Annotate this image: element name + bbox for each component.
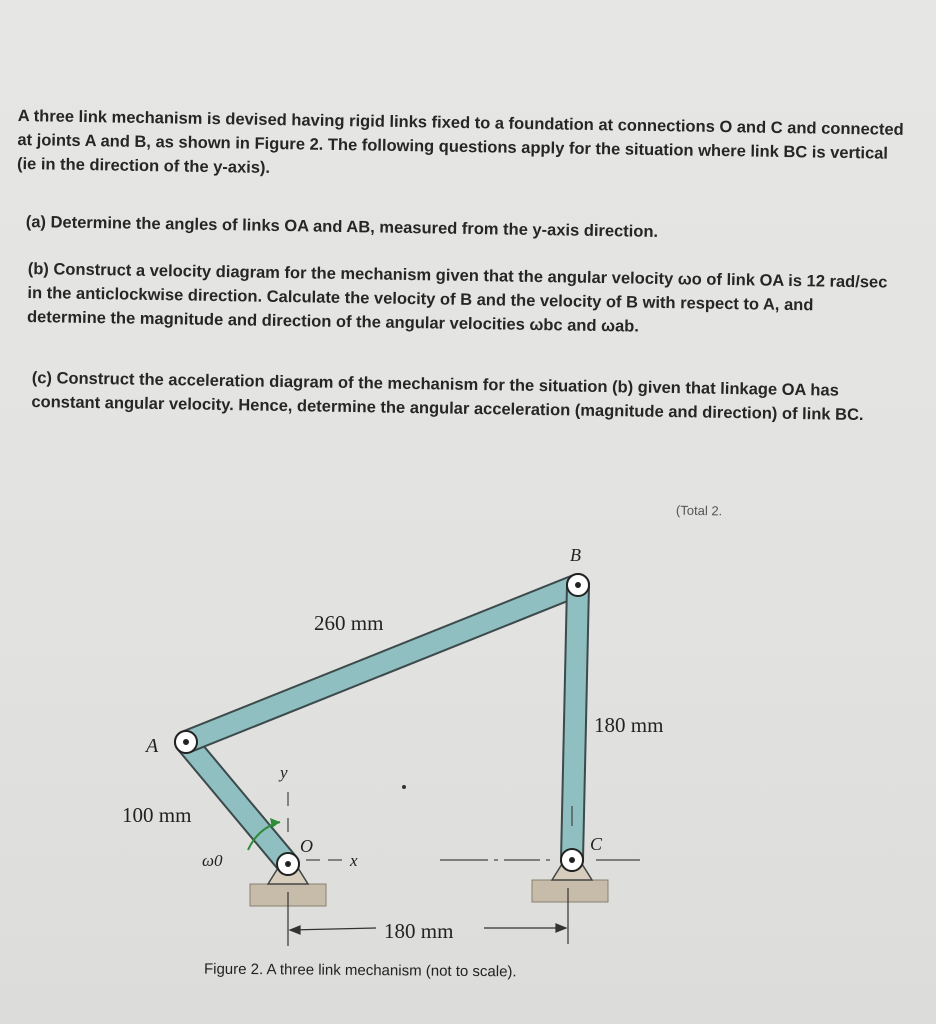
label-x-axis: x [350, 851, 358, 870]
label-A: A [146, 735, 159, 757]
dim-OA-label: 100 mm [122, 803, 192, 827]
label-B: B [570, 545, 581, 565]
link-OA [186, 742, 288, 864]
label-C: C [590, 834, 603, 854]
question-part-a: (a) Determine the angles of links OA and AB, measured from the y-axis direction. [25, 212, 659, 241]
dim-OC-label: 180 mm [384, 919, 454, 943]
dim-AB-label: 260 mm [314, 611, 384, 635]
ground-supports [250, 848, 608, 906]
label-y-axis: y [280, 763, 288, 782]
link-BC [572, 585, 578, 860]
marks-tag: (Total 2. [675, 502, 723, 519]
dim-BC-label: 180 mm [594, 713, 664, 737]
label-omega: ω0 [202, 851, 223, 870]
problem-intro: A three link mechanism is devised having rigid links fixed to a foundation at connections O and C and connected at joints A and B, as shown in Figure 2. The following questions apply for the situation where link BC is vertical (ie in the direction of the y-axis). [16, 106, 904, 177]
link-AB [186, 585, 578, 742]
axes [288, 792, 640, 860]
question-part-b: (b) Construct a velocity diagram for the mechanism given that the angular velocity ωo of link OA is 12 rad/sec in the anticlockwise direction. Calculate the velocity of B and the velocity of B with respect to A, and determine the magnitude and direction of the angular velocities ωbc and ωab. [26, 259, 888, 336]
label-O: O [300, 836, 313, 856]
question-part-c: (c) Construct the acceleration diagram of the mechanism for the situation (b) given that linkage OA has constant angular velocity. Hence, determine the angular acceleration (magnitude and direction) of link BC. [31, 368, 864, 425]
ground-C [532, 880, 608, 902]
figure-caption: Figure 2. A three link mechanism (not to scale). [203, 960, 517, 981]
